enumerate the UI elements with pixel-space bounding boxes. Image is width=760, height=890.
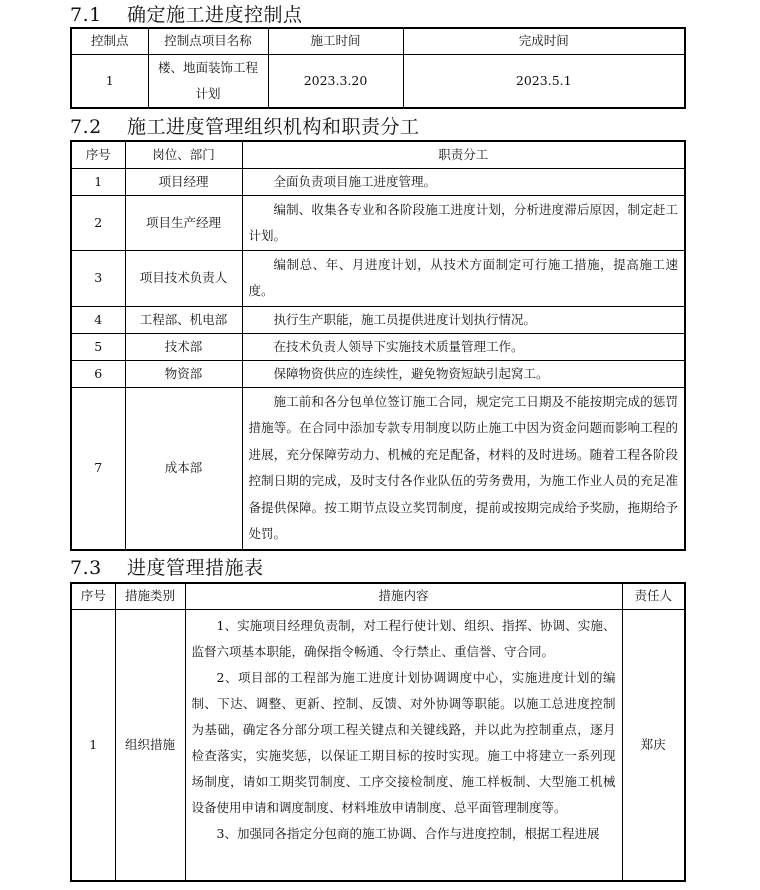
table-row bbox=[71, 387, 685, 550]
cell-no: 1 bbox=[71, 168, 125, 195]
measures-table bbox=[70, 582, 686, 882]
cell-dept: 项目技术负责人 bbox=[125, 250, 242, 306]
section-heading-7-3 bbox=[70, 557, 264, 579]
section-title: 施工进度管理组织机构和职责分工 bbox=[127, 116, 420, 138]
cell-dept: 技术部 bbox=[125, 333, 242, 360]
column-header: 措施类别 bbox=[115, 583, 185, 609]
cell-no: 1 bbox=[71, 609, 115, 881]
cell-dept: 物资部 bbox=[125, 360, 242, 387]
measure-paragraph: 3、加强同各指定分包商的施工协调、合作与进度控制，根据工程进展 bbox=[216, 825, 600, 841]
section-title: 确定施工进度控制点 bbox=[127, 4, 303, 26]
table-header-row bbox=[71, 28, 685, 54]
cell-dept: 工程部、机电部 bbox=[125, 306, 242, 333]
table-row bbox=[71, 609, 685, 881]
control-points-table bbox=[70, 27, 686, 109]
responsibility-table bbox=[70, 140, 686, 551]
cell-no: 3 bbox=[71, 250, 125, 306]
table-row bbox=[71, 168, 685, 195]
cell-duty: 执行生产职能，施工员提供进度计划执行情况。 bbox=[273, 311, 537, 327]
column-header: 控制点项目名称 bbox=[148, 28, 268, 54]
cell-no: 6 bbox=[71, 360, 125, 387]
table-row bbox=[71, 195, 685, 250]
section-number: 7.3 bbox=[70, 557, 102, 579]
cell-duty: 施工前和各分包单位签订施工合同，规定完工日期及不能按期完成的惩罚措施等。在合同中添加专款专用制度以防止施工中因为资金问题而影响工程的进展，充分保障劳动力、机械的充足配备，材料的及时进场。随着工程各阶段控制日期的完成，及时支付各作业队伍的劳务费用，为施工作业人员的充足准备提供保障。按工期节点设立奖罚制度，提前或按期完成给予奖励，拖期给予处罚。 bbox=[248, 393, 678, 542]
column-header: 序号 bbox=[71, 583, 115, 609]
table-row bbox=[71, 306, 685, 333]
section-title: 进度管理措施表 bbox=[127, 557, 264, 579]
measure-paragraph: 1、实施项目经理负责制，对工程行使计划、组织、指挥、协调、实施、监督六项基本职能，确保指令畅通、令行禁止、重信誉、守合同。 bbox=[191, 617, 616, 659]
cell-duty: 保障物资供应的连续性，避免物资短缺引起窝工。 bbox=[273, 365, 549, 381]
cell-no: 5 bbox=[71, 333, 125, 360]
table-row bbox=[71, 250, 685, 306]
cell-duty: 编制、收集各专业和各阶段施工进度计划，分析进度滞后原因，制定赶工计划。 bbox=[248, 201, 678, 243]
cell-no: 7 bbox=[71, 387, 125, 550]
table-row bbox=[71, 54, 685, 108]
table-row bbox=[71, 333, 685, 360]
table-row bbox=[71, 360, 685, 387]
cell-dept: 项目经理 bbox=[125, 168, 242, 195]
cell-duty: 全面负责项目施工进度管理。 bbox=[273, 173, 437, 189]
cell-dept: 项目生产经理 bbox=[125, 195, 242, 250]
section-heading-7-1 bbox=[70, 4, 303, 26]
column-header: 岗位、部门 bbox=[125, 141, 242, 168]
column-header: 控制点 bbox=[71, 28, 148, 54]
column-header: 责任人 bbox=[622, 583, 685, 609]
cell-owner: 郑庆 bbox=[622, 609, 685, 881]
column-header: 职责分工 bbox=[242, 141, 685, 168]
cell-start: 2023.3.20 bbox=[268, 54, 403, 108]
cell-no: 2 bbox=[71, 195, 125, 250]
cell-category: 组织措施 bbox=[115, 609, 185, 881]
cell-duty: 编制总、年、月进度计划，从技术方面制定可行施工措施，提高施工速度。 bbox=[248, 257, 678, 298]
cell-end: 2023.5.1 bbox=[403, 54, 685, 108]
section-number: 7.2 bbox=[70, 116, 102, 138]
cell-no: 4 bbox=[71, 306, 125, 333]
measure-paragraph: 2、项目部的工程部为施工进度计划协调调度中心，实施进度计划的编制、下达、调整、更新、控制、反馈、对外协调等职能。以施工总进度控制为基础，确定各分部分项工程关键点和关键线路，并以此为控制重点，逐月检查落实，实施奖惩，以保证工期目标的按时实现。施工中将建立一系列现场制度，请如工期奖罚制度、工序交接检制度、施工样板制、大型施工机械设备使用申请和调度制度、材料堆放申请制度、总平面管理制度等。 bbox=[191, 669, 616, 815]
cell-dept: 成本部 bbox=[125, 387, 242, 550]
cell-duty: 在技术负责人领导下实施技术质量管理工作。 bbox=[273, 338, 524, 354]
column-header: 措施内容 bbox=[185, 583, 622, 609]
column-header: 施工时间 bbox=[268, 28, 403, 54]
column-header: 完成时间 bbox=[403, 28, 685, 54]
column-header: 序号 bbox=[71, 141, 125, 168]
table-header-row bbox=[71, 141, 685, 168]
table-header-row bbox=[71, 583, 685, 609]
cell-name: 楼、地面装饰工程计划 bbox=[148, 54, 268, 108]
cell-id: 1 bbox=[71, 54, 148, 108]
section-heading-7-2 bbox=[70, 116, 420, 138]
section-number: 7.1 bbox=[70, 4, 102, 26]
